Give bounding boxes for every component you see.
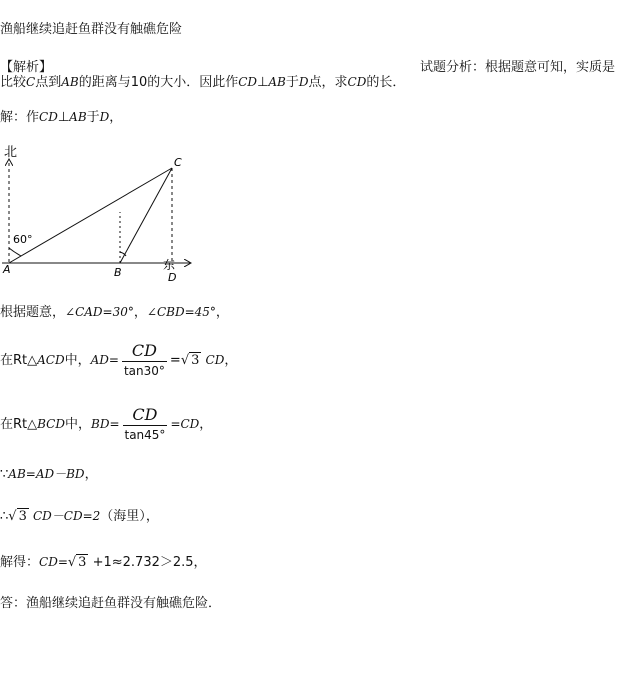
unit-nautical-mile: （海里） [100,509,146,524]
segment-ab: AB [268,75,286,89]
fraction-numerator: CD [132,405,158,424]
step-3 [0,405,212,444]
angle-cbd: ∠CBD=45° [146,305,216,319]
conclusion-top-text: 渔船继续追赶鱼群没有触礁危险 [0,22,183,37]
fraction-cd-tan30 [122,341,167,380]
expr-bd: BD= [91,417,120,431]
expr-cd: =CD [170,417,200,431]
step-1 [0,303,229,322]
segment-cd: CD [205,353,225,367]
angle-cad: ∠CAD=30° [65,305,134,319]
perp-symbol: ⊥ [257,75,269,90]
fraction-denominator: tan45° [124,428,166,442]
step-text: ， [84,467,98,482]
step-text: = [169,353,181,368]
analysis-right [420,59,615,77]
sqrt-3: √ 3 [67,555,87,570]
fraction-cd-tan45 [123,405,168,444]
step-2 [0,341,237,380]
expr-result: +1≈2.732＞2.5 [92,555,194,570]
segment-ab: AB [69,110,87,124]
therefore-symbol: ∴ [0,509,9,524]
conclusion-top [0,21,182,39]
sqrt-3: √ 3 [8,509,27,524]
step-text: ， [133,305,147,320]
geometry-figure [0,140,210,290]
segment-cd: CD [39,110,58,124]
angle-label: 60° [13,233,33,246]
step-text: 根据题意， [0,305,66,320]
radicand: 3 [191,353,200,368]
analysis-right-text: 试题分析：根据题意可知，实质是 [420,60,616,75]
step-text: ， [215,305,229,320]
radicand: 3 [18,509,27,524]
expr-ab: AB=AD－BD [8,467,85,481]
east-label: 东 [163,258,176,272]
step-text: 解得： [0,555,40,570]
answer-text: 答：渔船继续追赶鱼群没有触礁危险． [0,596,222,611]
point-d: D [298,75,309,89]
step-text: 在Rt△ [0,417,38,432]
step-4 [0,465,98,484]
step-text: ， [224,353,238,368]
because-symbol: ∵ [0,467,9,482]
step-6 [0,553,207,572]
segment-ab: AB [61,75,79,89]
point-c: C [26,75,36,89]
answer [0,595,221,613]
triangle-acd: ACD [37,353,65,367]
perp-symbol: ⊥ [57,110,70,125]
analysis-text: 点，求 [308,75,348,90]
radicand: 3 [78,555,87,570]
analysis-text: 比较 [0,75,27,90]
label-a: A [3,263,11,276]
step-text: 中， [64,417,91,432]
solution-text: ， [109,110,123,125]
fraction-denominator: tan30° [123,364,165,378]
label-b: B [114,266,122,279]
sqrt-3: √ 3 [180,353,200,368]
segment-cd: CD [347,75,367,89]
step-text: ， [193,555,207,570]
step-text: ， [145,509,159,524]
solution-intro [0,108,122,127]
triangle-bcd: BCD [37,417,65,431]
north-label: 北 [4,145,18,160]
analysis-text: 的长． [366,75,406,90]
segment-bc [120,168,172,263]
analysis-text: 的距离与10的大小．因此作 [78,75,239,90]
expr-equation: CD－CD=2 [33,509,101,523]
analysis-tag-text: 【解析】 [0,60,53,75]
angle-arc-a [9,248,21,256]
solution-text: 于 [86,110,100,125]
segment-ac [9,168,172,263]
solution-text: 解：作 [0,110,40,125]
fraction-numerator: CD [131,341,157,360]
analysis-line2 [0,73,405,92]
point-d: D [99,110,110,124]
step-text: ， [199,417,213,432]
label-c: C [174,156,182,169]
label-d: D [168,271,177,284]
analysis-text: 于 [285,75,299,90]
analysis-text: 点到 [35,75,62,90]
step-text: 中， [64,353,91,368]
segment-cd: CD [238,75,258,89]
step-text: 在Rt△ [0,353,38,368]
expr-cd: CD= [39,555,68,569]
expr-ad: AD= [90,353,119,367]
step-5 [0,507,159,526]
